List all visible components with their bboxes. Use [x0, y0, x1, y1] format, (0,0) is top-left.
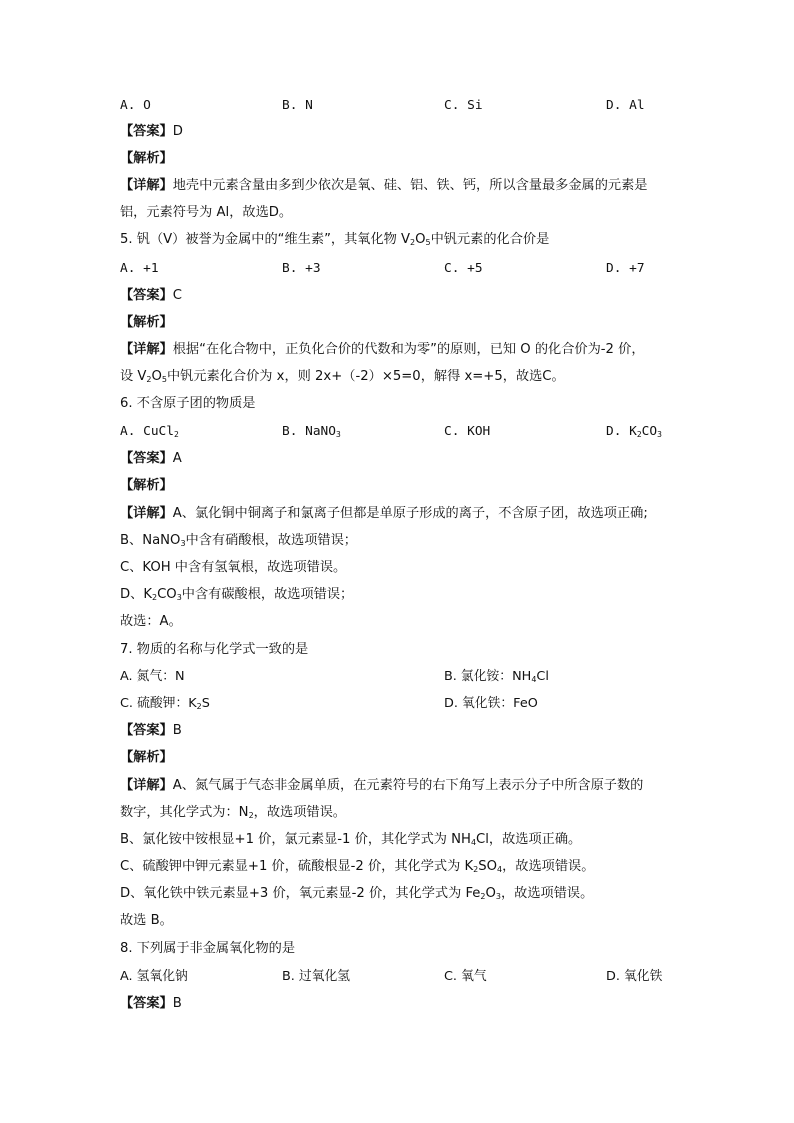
subscript: 2: [152, 593, 158, 602]
option-d: D. 氧化铁：FeO: [444, 696, 538, 711]
option-a: A. O: [120, 98, 151, 113]
option-b: B. 过氧化氢: [282, 969, 351, 984]
subscript: 3: [180, 539, 186, 548]
subscript: 2: [410, 238, 416, 247]
detail-text: SO: [478, 859, 498, 874]
subscript: 2: [480, 892, 486, 901]
detail-text: ，故选项错误。: [253, 805, 346, 820]
detail-text: CO: [157, 587, 177, 602]
option-a: A. 氮气：N: [120, 669, 185, 684]
answer-line: [120, 286, 680, 305]
detail-text: B、NaNO: [120, 533, 181, 548]
detail-line: [120, 776, 680, 795]
option-a: A. 氢氧化钠: [120, 969, 188, 984]
option-text: S: [201, 696, 210, 711]
detail-line: C、KOH 中含有氢氧根，故选项错误。: [120, 560, 347, 575]
detail-text: 地壳中元素含量由多到少依次是氧、硅、铝、铁、钙，所以含量最多金属的元素是: [172, 178, 648, 193]
detail-line: [120, 830, 680, 849]
subscript: 3: [657, 430, 662, 439]
detail-label: 【详解】: [120, 778, 173, 793]
detail-text: ，故选项错误。: [501, 886, 594, 901]
subscript: 4: [531, 675, 537, 684]
subscript: 4: [470, 838, 477, 847]
analysis-label: 【解析】: [120, 750, 173, 765]
option-b: [282, 422, 341, 441]
detail-text: A、氮气属于气态非金属单质，在元素符号的右下角写上表示分子中所含原子数的: [172, 778, 644, 793]
subscript: 2: [173, 430, 179, 439]
option-c: [120, 694, 210, 713]
detail-text: 数字，其化学式为：N: [120, 805, 249, 820]
detail-line: [120, 884, 680, 903]
answer-label: 【答案】: [120, 723, 173, 738]
stem-text: 5. 钒（V）被誉为金属中的“维生素”，其氧化物 V: [120, 232, 411, 247]
option-c: C. 氧气: [444, 969, 487, 984]
detail-text: Cl，故选项正确。: [476, 832, 582, 847]
answer-line: [120, 721, 680, 740]
option-text: D. K: [606, 424, 637, 439]
analysis-label: 【解析】: [120, 478, 173, 493]
option-b: B. N: [282, 98, 313, 113]
detail-line: [120, 585, 680, 604]
answer-label: 【答案】: [120, 124, 173, 139]
question-stem: 8. 下列属于非金属氧化物的是: [120, 941, 296, 956]
detail-line: [120, 857, 680, 876]
detail-text: O: [151, 369, 162, 384]
option-c: C. KOH: [444, 424, 491, 439]
subscript: 2: [196, 702, 202, 711]
subscript: 3: [495, 892, 501, 901]
option-b: B. +3: [282, 261, 321, 276]
answer-value: B: [172, 996, 182, 1011]
detail-line: [120, 531, 680, 550]
detail-line: [120, 176, 680, 195]
answer-line: [120, 994, 680, 1013]
answer-value: A: [172, 451, 182, 466]
detail-label: 【详解】: [120, 342, 173, 357]
analysis-label: 【解析】: [120, 315, 173, 330]
option-d: D. 氧化铁: [606, 969, 663, 984]
option-text: B. NaNO: [282, 424, 336, 439]
detail-text: 中含有碳酸根，故选项错误；: [181, 587, 354, 602]
detail-line: [120, 803, 680, 822]
analysis-label: 【解析】: [120, 151, 173, 166]
subscript: 5: [425, 238, 431, 247]
detail-line: [120, 504, 680, 523]
subscript: 2: [146, 375, 152, 384]
subscript: 3: [176, 593, 182, 602]
answer-label: 【答案】: [120, 996, 173, 1011]
option-d: D. Al: [606, 98, 645, 113]
detail-text: D、氧化铁中铁元素显+3 价，氧元素显-2 价，其化学式为 Fe: [120, 886, 481, 901]
question-stem: 6. 不含原子团的物质是: [120, 396, 256, 411]
subscript: 2: [473, 865, 479, 874]
question-stem: [120, 230, 680, 249]
detail-text: C、硫酸钾中钾元素显+1 价，硫酸根显-2 价，其化学式为 K: [120, 859, 474, 874]
detail-label: 【详解】: [120, 178, 173, 193]
detail-text: B、氯化铵中铵根显+1 价，氯元素显-1 价，其化学式为 NH: [120, 832, 471, 847]
option-c: C. Si: [444, 98, 483, 113]
stem-text: 中钒元素的化合价是: [430, 232, 550, 247]
option-d: [606, 422, 662, 441]
subscript: 3: [335, 430, 341, 439]
answer-value: B: [172, 723, 182, 738]
detail-text: 中含有硝酸根，故选项错误；: [185, 533, 357, 548]
answer-value: D: [172, 124, 183, 139]
subscript: 2: [636, 430, 642, 439]
detail-text: O: [485, 886, 496, 901]
answer-label: 【答案】: [120, 288, 173, 303]
detail-line: [120, 340, 680, 359]
stem-text: O: [415, 232, 426, 247]
option-a: A. +1: [120, 261, 159, 276]
subscript: 5: [161, 375, 167, 384]
detail-text: D、K: [120, 587, 152, 602]
subscript: 2: [248, 811, 254, 820]
option-a: [120, 422, 179, 441]
option-text: Cl: [536, 669, 549, 684]
option-d: D. +7: [606, 261, 645, 276]
subscript: 4: [497, 865, 503, 874]
answer-label: 【答案】: [120, 451, 173, 466]
detail-text: 根据“在化合物中，正负化合价的代数和为零”的原则，已知 O 的化合价为-2 价，: [172, 342, 645, 357]
answer-line: [120, 449, 680, 468]
question-stem: 7. 物质的名称与化学式一致的是: [120, 642, 309, 657]
option-text: C. 硫酸钾：K: [120, 696, 197, 711]
answer-line: [120, 122, 680, 141]
detail-text: A、氯化铜中铜离子和氯离子但都是单原子形成的离子，不含原子团，故选项正确;: [172, 506, 648, 521]
detail-text: 中钒元素化合价为 x，则 2x+（-2）×5=0，解得 x=+5，故选C。: [166, 369, 565, 384]
conclusion: 故选：A。: [120, 614, 182, 629]
option-text: A. CuCl: [120, 424, 174, 439]
answer-value: C: [172, 288, 182, 303]
option-b: [444, 667, 549, 686]
detail-text: ，故选项错误。: [502, 859, 595, 874]
conclusion: 故选 B。: [120, 913, 173, 928]
detail-text: 设 V: [120, 369, 147, 384]
detail-label: 【详解】: [120, 506, 173, 521]
option-text: B. 氯化铵：NH: [444, 669, 532, 684]
detail-line: 铝，元素符号为 Al，故选D。: [120, 205, 293, 220]
option-c: C. +5: [444, 261, 483, 276]
detail-line: [120, 367, 680, 386]
option-text: CO: [641, 424, 658, 439]
